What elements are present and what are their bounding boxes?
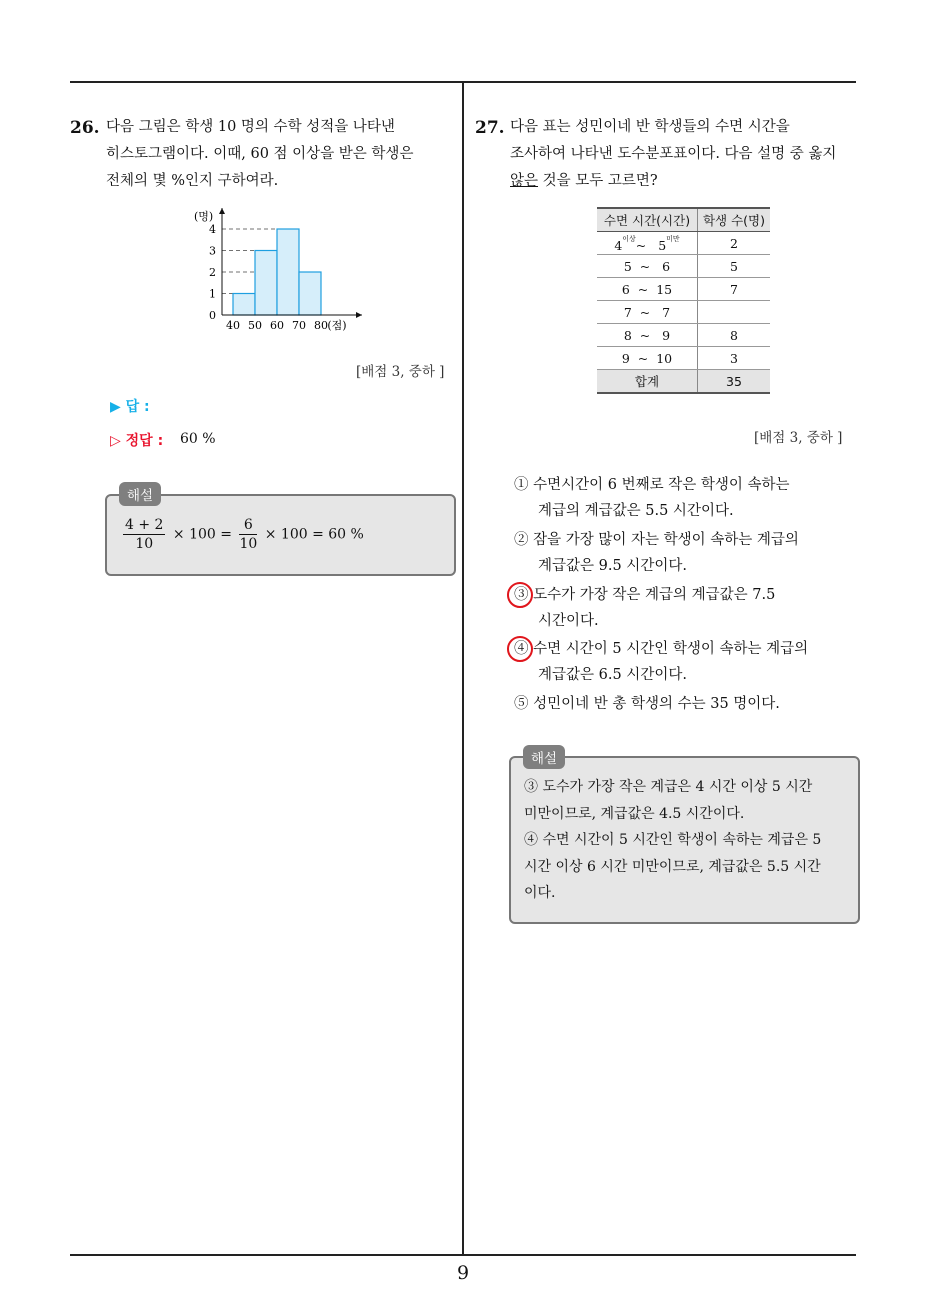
q27-explanation-text xyxy=(524,774,821,907)
q27-line: 다음 표는 성민이네 반 학생들의 수면 시간을 xyxy=(510,119,790,135)
frequency-table xyxy=(597,207,770,394)
denominator: 10 xyxy=(239,536,258,552)
q26-text xyxy=(106,114,413,195)
table-cell xyxy=(597,232,698,255)
table-cell: 7 ~ 7 xyxy=(597,301,698,324)
table-row xyxy=(597,255,770,278)
option-text: ③ 도수가 가장 작은 계급의 계급값은 7.5 xyxy=(514,587,776,603)
sup-label: 이상 xyxy=(622,234,636,243)
fraction xyxy=(239,516,257,553)
table-cell xyxy=(698,301,771,324)
y-tick-label: 0 xyxy=(209,309,216,322)
x-tick-label: 40 xyxy=(226,319,240,332)
answer-circle-mark xyxy=(507,582,533,608)
q27-line xyxy=(510,168,836,195)
answer-label: ▶ 답 : xyxy=(110,399,150,415)
y-tick-label: 4 xyxy=(209,223,216,236)
q27-line: 조사하여 나타낸 도수분포표이다. 다음 설명 중 옳지 xyxy=(510,146,837,162)
table-cell: 9 ~ 10 xyxy=(597,347,698,370)
q26-explanation-formula xyxy=(120,516,364,553)
explanation-line: ③ 도수가 가장 작은 계급은 4 시간 이상 5 시간 xyxy=(524,779,813,795)
q26-explanation-tag: 해설 xyxy=(119,482,161,506)
x-tick-label: 50 xyxy=(248,319,262,332)
option-text: ④ 수면 시간이 5 시간인 학생이 속하는 계급의 xyxy=(514,641,809,657)
underlined-word: 않은 xyxy=(510,173,539,189)
table-header: 수면 시간(시간) xyxy=(597,208,698,232)
y-axis-arrow xyxy=(219,208,225,214)
option-text: ② 잠을 가장 많이 자는 학생이 속하는 계급의 xyxy=(514,532,799,548)
q26-line: 전체의 몇 %인지 구하여라. xyxy=(106,173,279,189)
histogram-bar xyxy=(299,272,321,315)
explanation-line: 시간 이상 6 시간 미만이므로, 계급값은 5.5 시간 xyxy=(524,858,821,875)
y-tick-label: 3 xyxy=(209,244,216,258)
class-low: 4 xyxy=(614,237,623,253)
x-tick-label: 80 xyxy=(314,319,328,332)
explanation-line: 미만이므로, 계급값은 4.5 시간이다. xyxy=(524,805,745,822)
explanation-line: ④ 수면 시간이 5 시간인 학생이 속하는 계급은 5 xyxy=(524,832,822,848)
option-4[interactable] xyxy=(514,636,808,688)
q26-score: [배점 3, 중하 ] xyxy=(356,364,445,380)
table-cell: 8 xyxy=(698,324,771,347)
q27-explanation-box xyxy=(509,756,860,924)
formula-text: × 100 = 60 % xyxy=(264,526,364,543)
bottom-rule xyxy=(70,1254,856,1256)
table-row xyxy=(597,301,770,324)
option-text: 시간이다. xyxy=(538,613,599,629)
table-cell: 5 ~ 6 xyxy=(597,255,698,278)
x-tick-label: 60 xyxy=(270,319,284,332)
q27-explanation-tag: 해설 xyxy=(523,745,565,769)
x-axis-label: (점) xyxy=(327,319,347,332)
table-row xyxy=(597,232,770,255)
q26-line: 히스토그램이다. 이때, 60 점 이상을 받은 학생은 xyxy=(106,146,414,162)
explanation-line: 이다. xyxy=(524,885,556,901)
correct-answer-label: ▷ 정답 : xyxy=(110,433,164,449)
option-5[interactable] xyxy=(514,691,780,717)
option-3[interactable] xyxy=(514,582,775,634)
y-axis-label: (명) xyxy=(194,210,214,223)
option-1[interactable] xyxy=(514,472,790,524)
q26-number: 26. xyxy=(70,118,100,138)
histogram-chart xyxy=(190,200,375,335)
table-cell: 6 ~ 15 xyxy=(597,278,698,301)
page-number: 9 xyxy=(456,1262,470,1284)
table-total-row xyxy=(597,370,770,394)
option-text: ⑤ 성민이네 반 총 학생의 수는 35 명이다. xyxy=(514,696,780,712)
q27-number: 27. xyxy=(475,118,505,138)
answer-circle-mark xyxy=(507,636,533,662)
histogram-bar xyxy=(277,229,299,315)
sup-label: 미만 xyxy=(666,234,680,243)
table-cell: 5 xyxy=(698,255,771,278)
table-row xyxy=(597,278,770,301)
table-cell: 2 xyxy=(698,232,771,255)
fraction xyxy=(123,516,165,553)
table-row xyxy=(597,347,770,370)
q26-line: 다음 그림은 학생 10 명의 수학 성적을 나타낸 xyxy=(106,119,395,135)
q26-explanation-box xyxy=(105,494,456,576)
option-2[interactable] xyxy=(514,527,799,579)
y-tick-label: 2 xyxy=(209,266,216,279)
y-tick-label: 1 xyxy=(209,287,216,301)
table-cell: 합계 xyxy=(597,370,698,394)
range-sep: ~ xyxy=(635,237,647,253)
option-text: ① 수면시간이 6 번째로 작은 학생이 속하는 xyxy=(514,477,790,493)
option-text: 계급값은 6.5 시간이다. xyxy=(538,667,687,683)
table-cell: 8 ~ 9 xyxy=(597,324,698,347)
histogram-bar xyxy=(255,251,277,316)
option-text: 계급의 계급값은 5.5 시간이다. xyxy=(538,503,734,519)
q27-score: [배점 3, 중하 ] xyxy=(754,430,843,446)
column-divider xyxy=(462,83,464,1256)
histogram-bar xyxy=(233,294,255,316)
numerator: 4 + 2 xyxy=(125,517,164,533)
numerator: 6 xyxy=(239,516,257,535)
q27-text xyxy=(510,114,836,195)
denominator: 10 xyxy=(135,536,154,552)
correct-answer-value: 60 % xyxy=(180,431,216,447)
formula-text: × 100 = xyxy=(172,526,232,543)
table-cell: 7 xyxy=(698,278,771,301)
table-cell: 3 xyxy=(698,347,771,370)
q27-line-rest: 것을 모두 고르면? xyxy=(538,173,658,189)
class-high: 5 xyxy=(658,237,667,253)
table-header-row xyxy=(597,208,770,232)
x-axis-arrow xyxy=(356,312,362,318)
table-row xyxy=(597,324,770,347)
x-tick-label: 70 xyxy=(292,319,306,332)
option-text: 계급값은 9.5 시간이다. xyxy=(538,558,687,574)
table-header: 학생 수(명) xyxy=(698,208,771,232)
table-cell: 35 xyxy=(698,370,771,394)
